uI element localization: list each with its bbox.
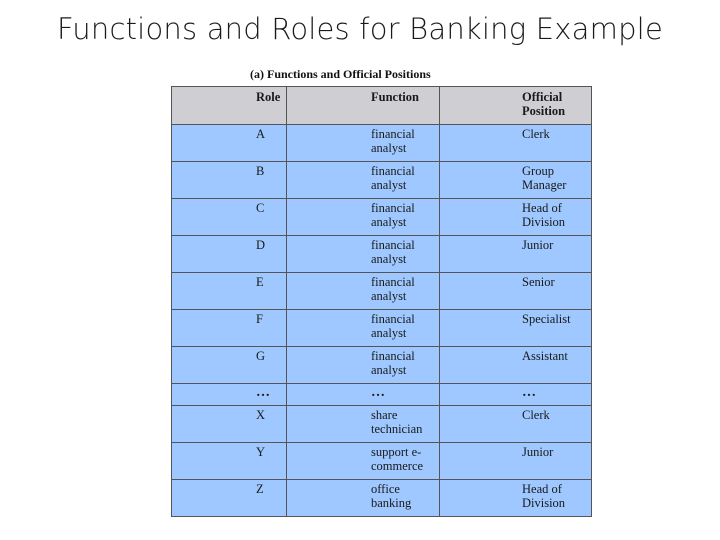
position-line: Specialist xyxy=(522,312,571,326)
role-cell xyxy=(172,125,287,162)
position-line: Junior xyxy=(522,445,554,459)
position-line: Division xyxy=(522,496,566,510)
header-row xyxy=(172,87,592,125)
position-cell xyxy=(440,443,592,480)
function-cell xyxy=(287,273,440,310)
role-cell xyxy=(172,347,287,384)
table-row xyxy=(172,310,592,347)
table-row xyxy=(172,162,592,199)
slide-title: Functions and Roles for Banking Example xyxy=(57,12,663,46)
table-row xyxy=(172,273,592,310)
role-value: B xyxy=(256,164,265,178)
role-value: F xyxy=(256,312,263,326)
role-value: C xyxy=(256,201,265,215)
position-cell xyxy=(440,236,592,273)
role-value: E xyxy=(256,275,264,289)
position-line: Manager xyxy=(522,178,567,192)
table-body xyxy=(172,125,592,517)
role-cell xyxy=(172,406,287,443)
function-line: analyst xyxy=(371,363,407,377)
position-line: Junior xyxy=(522,238,554,252)
role-value: A xyxy=(256,127,266,141)
function-line: analyst xyxy=(371,178,407,192)
position-line: Senior xyxy=(522,275,555,289)
table-caption: (a) Functions and Official Positions xyxy=(250,67,431,81)
table-row xyxy=(172,199,592,236)
ellipsis-row xyxy=(172,384,592,406)
function-line: support e- xyxy=(371,445,422,459)
role-value: … xyxy=(256,385,270,400)
function-cell xyxy=(287,480,440,517)
function-line: … xyxy=(371,385,385,400)
position-cell xyxy=(440,384,592,406)
function-line: office xyxy=(371,482,400,496)
function-line: financial xyxy=(371,238,415,252)
table-row xyxy=(172,236,592,273)
role-cell xyxy=(172,384,287,406)
function-line: banking xyxy=(371,496,412,510)
header-official-position xyxy=(440,87,592,125)
table-row xyxy=(172,480,592,517)
role-cell xyxy=(172,236,287,273)
table-row xyxy=(172,406,592,443)
position-line: Assistant xyxy=(522,349,568,363)
role-value: X xyxy=(256,408,266,422)
role-cell xyxy=(172,162,287,199)
function-line: financial xyxy=(371,312,415,326)
function-cell xyxy=(287,236,440,273)
roles-table xyxy=(171,86,592,517)
position-line: Clerk xyxy=(522,408,550,422)
role-cell xyxy=(172,480,287,517)
function-line: analyst xyxy=(371,141,407,155)
function-line: analyst xyxy=(371,326,407,340)
function-line: financial xyxy=(371,127,415,141)
role-cell xyxy=(172,310,287,347)
position-cell xyxy=(440,347,592,384)
position-cell xyxy=(440,480,592,517)
function-cell xyxy=(287,310,440,347)
header-role-label: Role xyxy=(256,90,281,104)
function-cell xyxy=(287,162,440,199)
role-value: Y xyxy=(256,445,266,459)
function-line: financial xyxy=(371,164,415,178)
function-cell xyxy=(287,384,440,406)
position-cell xyxy=(440,162,592,199)
function-line: financial xyxy=(371,349,415,363)
function-line: commerce xyxy=(371,459,424,473)
role-cell xyxy=(172,273,287,310)
table-header xyxy=(172,87,592,125)
position-cell xyxy=(440,273,592,310)
function-line: share xyxy=(371,408,398,422)
function-line: financial xyxy=(371,275,415,289)
header-position-line1: Official xyxy=(522,90,563,104)
function-line: technician xyxy=(371,422,423,436)
header-function xyxy=(287,87,440,125)
function-line: financial xyxy=(371,201,415,215)
function-line: analyst xyxy=(371,252,407,266)
function-cell xyxy=(287,347,440,384)
position-cell xyxy=(440,310,592,347)
position-line: Group xyxy=(522,164,554,178)
role-value: G xyxy=(256,349,266,363)
role-cell xyxy=(172,443,287,480)
role-cell xyxy=(172,199,287,236)
function-line: analyst xyxy=(371,215,407,229)
position-line: Head of xyxy=(522,201,562,215)
position-line: Division xyxy=(522,215,566,229)
role-value: Z xyxy=(256,482,264,496)
position-cell xyxy=(440,199,592,236)
function-line: analyst xyxy=(371,289,407,303)
function-cell xyxy=(287,443,440,480)
header-position-line2: Position xyxy=(522,104,566,118)
table-row xyxy=(172,443,592,480)
position-line: … xyxy=(522,385,536,400)
position-line: Clerk xyxy=(522,127,550,141)
header-function-label: Function xyxy=(371,90,419,104)
table-row xyxy=(172,125,592,162)
role-value: D xyxy=(256,238,266,252)
header-role xyxy=(172,87,287,125)
function-cell xyxy=(287,406,440,443)
position-cell xyxy=(440,406,592,443)
function-cell xyxy=(287,125,440,162)
position-line: Head of xyxy=(522,482,562,496)
position-cell xyxy=(440,125,592,162)
function-cell xyxy=(287,199,440,236)
table-row xyxy=(172,347,592,384)
